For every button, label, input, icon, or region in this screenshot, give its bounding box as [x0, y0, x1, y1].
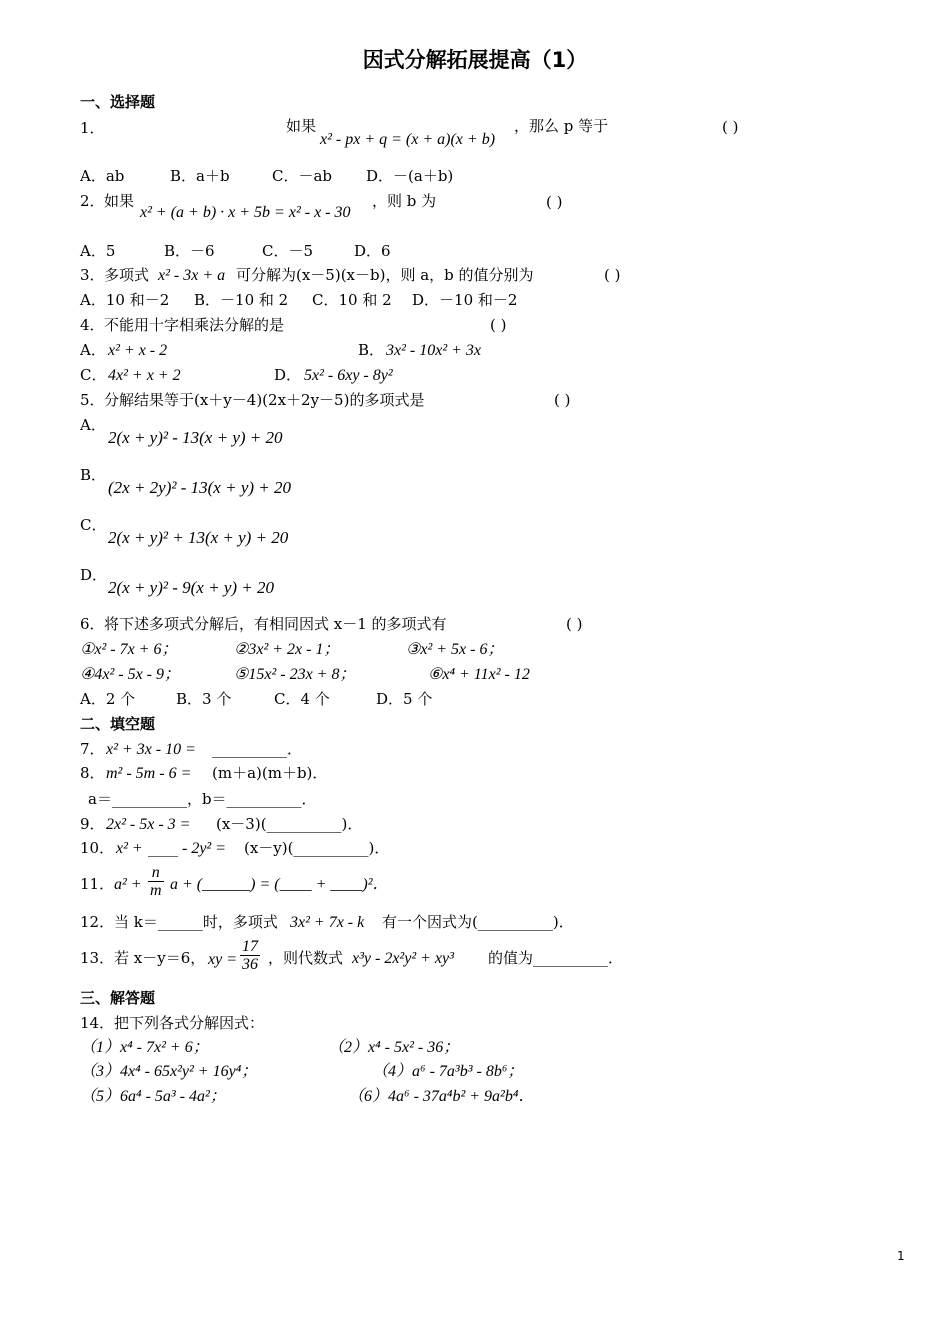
q6-item-1: ①x² - 7x + 6； — [80, 641, 178, 658]
q9-expression: 2x² - 5x - 3 = — [106, 816, 191, 833]
q5-option-a: 2(x + y)² - 13(x + y) + 20 — [108, 428, 283, 447]
q4-option-d: 5x² - 6xy - 8y² — [304, 367, 393, 384]
q6-item-4: ④4x² - 5x - 9； — [80, 666, 181, 683]
q5-option-a-label: A． — [80, 416, 106, 434]
q1-expression: x² - px + q = (x + a)(x + b) — [320, 131, 496, 148]
q3-pre: 多项式 — [104, 266, 150, 284]
q13-expression: x³y - 2x²y² + xy³ — [352, 950, 454, 967]
q12-expression: 3x² + 7x - k — [290, 914, 365, 931]
q5-option-b: (2x + 2y)² - 13(x + y) + 20 — [108, 478, 291, 497]
q2-option-b: B．－6 — [164, 242, 215, 260]
q4-option-c-label: C． — [80, 366, 107, 384]
q8-number: 8． — [80, 764, 105, 782]
q8-expression: m² - 5m - 6 = — [106, 765, 192, 782]
q2-number: 2． — [80, 192, 105, 210]
q1-option-d: D．－(a＋b) — [366, 167, 454, 185]
q8-post: (m＋a)(m＋b)． — [212, 764, 328, 782]
q14-item-6: （6）4a⁶ - 37a⁴b² + 9a²b⁴． — [348, 1088, 535, 1105]
section-heading-fill: 二、填空题 — [80, 715, 156, 733]
q5-option-c: 2(x + y)² + 13(x + y) + 20 — [108, 528, 289, 547]
q9-number: 9． — [80, 815, 105, 833]
q5-answer-paren: ( ) — [554, 391, 571, 409]
q2-answer-paren: ( ) — [546, 193, 563, 211]
q14-item-4: （4）a⁶ - 7a³b³ - 8b⁶； — [372, 1063, 524, 1080]
q1-option-a: A．ab — [80, 167, 125, 185]
q5-option-d-label: D． — [80, 566, 108, 584]
q4-option-a: x² + x - 2 — [108, 342, 168, 359]
q4-number: 4． — [80, 316, 105, 334]
q12-post: 有一个因式为(__________)． — [382, 913, 574, 931]
q5-text: 分解结果等于(x＋y－4)(2x＋2y－5)的多项式是 — [104, 391, 425, 409]
q6-item-5: ⑤15x² - 23x + 8； — [234, 666, 356, 683]
q6-option-b: B．3 个 — [176, 690, 232, 708]
q13-pre: 若 x－y＝6， — [114, 949, 206, 967]
q11-fraction — [148, 864, 164, 899]
q4-option-c: 4x² + x + 2 — [108, 367, 181, 384]
q7-number: 7． — [80, 740, 105, 758]
q13-fraction-numerator: 17 — [242, 938, 258, 955]
q6-item-3: ③x² + 5x - 6； — [406, 641, 504, 658]
q12-pre: 当 k＝______时，多项式 — [114, 913, 278, 931]
q10-post: (x－y)(__________)． — [244, 839, 390, 857]
q1-answer-paren: ( ) — [722, 118, 739, 136]
q2-expression: x² + (a + b) · x + 5b = x² - x - 30 — [140, 204, 351, 221]
q13-mid: ，则代数式 — [268, 949, 344, 967]
q4-option-b-label: B． — [358, 341, 385, 359]
q9-post: (x－3)(__________)． — [216, 815, 363, 833]
q4-option-d-label: D． — [274, 366, 302, 384]
q12-number: 12． — [80, 913, 115, 931]
q4-text: 不能用十字相乘法分解的是 — [104, 316, 285, 334]
page-number: 1 — [897, 1249, 905, 1263]
q3-expression: x² - 3x + a — [158, 267, 226, 284]
q2-option-a: A．5 — [80, 242, 116, 260]
q13-post: 的值为__________． — [488, 949, 624, 967]
q3-option-c: C．10 和 2 — [312, 291, 392, 309]
q3-option-d: D．－10 和－2 — [412, 291, 518, 309]
section-heading-solve: 三、解答题 — [80, 989, 156, 1007]
q1-number: 1． — [80, 119, 105, 137]
q10-number: 10． — [80, 839, 115, 857]
q3-number: 3． — [80, 266, 105, 284]
q14-item-2: （2）x⁴ - 5x² - 36； — [328, 1039, 460, 1056]
q1-option-c: C．－ab — [272, 167, 333, 185]
q7-expression: x² + 3x - 10 = — [106, 741, 196, 758]
q6-item-6: ⑥x⁴ + 11x² - 12 — [428, 666, 530, 683]
q14-item-3: （3）4x⁴ - 65x²y² + 16y⁴； — [80, 1063, 258, 1080]
q6-option-d: D．5 个 — [376, 690, 433, 708]
q10-expression-1: x² + — [116, 840, 143, 857]
q10-expression-2: - 2y² = — [182, 840, 227, 857]
q3-post: 可分解为(x－5)(x－b)，则 a，b 的值分别为 — [236, 266, 534, 284]
q6-option-a: A．2 个 — [80, 690, 136, 708]
q10-blank: ____ — [148, 839, 178, 857]
q11-post: a + (______) = (____ + ____)²． — [170, 876, 389, 893]
q13-fraction-denominator: 36 — [242, 956, 258, 973]
q2-option-c: C．－5 — [262, 242, 314, 260]
q2-option-d: D．6 — [354, 242, 391, 260]
q11-number: 11． — [80, 875, 115, 893]
q5-number: 5． — [80, 391, 105, 409]
q14-item-1: （1）x⁴ - 7x² + 6； — [80, 1039, 209, 1056]
q14-text: 把下列各式分解因式： — [114, 1014, 265, 1032]
q14-item-5: （5）6a⁴ - 5a³ - 4a²； — [80, 1088, 226, 1105]
q8-blanks: a＝__________，b＝__________． — [88, 790, 317, 808]
q5-option-d: 2(x + y)² - 9(x + y) + 20 — [108, 578, 274, 597]
q13-fraction — [240, 938, 260, 973]
q1-option-b: B．a＋b — [170, 167, 230, 185]
q14-number: 14． — [80, 1014, 115, 1032]
q6-item-2: ②3x² + 2x - 1； — [234, 641, 340, 658]
q1-pre: 如果 — [286, 117, 317, 135]
q5-option-b-label: B． — [80, 466, 107, 484]
q6-option-c: C．4 个 — [274, 690, 330, 708]
q7-blank: __________． — [212, 740, 303, 758]
q13-expression-xy: xy = — [208, 951, 237, 968]
q11-pre: a² + — [114, 876, 142, 893]
q3-option-a: A．10 和－2 — [80, 291, 170, 309]
q11-fraction-denominator: m — [150, 882, 162, 899]
q11-fraction-numerator: n — [148, 864, 164, 882]
q3-option-b: B．－10 和 2 — [194, 291, 289, 309]
q6-number: 6． — [80, 615, 105, 633]
q13-number: 13． — [80, 949, 115, 967]
q6-text: 将下述多项式分解后，有相同因式 x－1 的多项式有 — [104, 615, 447, 633]
q1-post: ，那么 p 等于 — [514, 117, 609, 135]
q2-pre: 如果 — [104, 192, 135, 210]
q4-option-a-label: A． — [80, 341, 106, 359]
section-heading-choice: 一、选择题 — [80, 93, 156, 111]
q5-option-c-label: C． — [80, 516, 107, 534]
q6-answer-paren: ( ) — [566, 615, 583, 633]
q4-answer-paren: ( ) — [490, 316, 507, 334]
q3-answer-paren: ( ) — [604, 266, 621, 284]
q2-post: ，则 b 为 — [372, 192, 437, 210]
q4-option-b: 3x² - 10x² + 3x — [386, 342, 482, 359]
page-title: 因式分解拓展提高（1） — [362, 48, 588, 72]
